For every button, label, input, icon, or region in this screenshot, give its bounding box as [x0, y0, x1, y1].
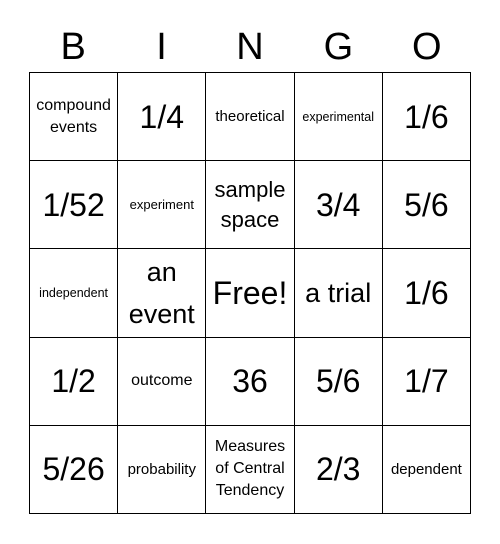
cell-text: an event — [128, 256, 195, 329]
bingo-grid — [29, 72, 471, 514]
cell-text: 5/26 — [42, 451, 105, 488]
bingo-cell-r5-c5[interactable] — [383, 426, 471, 514]
bingo-cell-r2-c3[interactable] — [206, 161, 294, 249]
cell-text: Measures of Central Tendency — [214, 438, 286, 500]
bingo-cell-r4-c1[interactable] — [30, 338, 118, 426]
cell-text: 3/4 — [315, 186, 361, 223]
bingo-cell-r2-c2[interactable] — [118, 161, 206, 249]
bingo-cell-r3-c4[interactable] — [295, 249, 383, 337]
cell-text: 1/6 — [404, 98, 449, 135]
cell-text: 1/7 — [404, 363, 449, 400]
bingo-cell-r4-c3[interactable] — [206, 338, 294, 426]
cell-text: 5/6 — [404, 186, 449, 223]
cell-text: 2/3 — [315, 451, 361, 488]
header-letter-n: N — [236, 26, 264, 68]
cell-text: 1/6 — [404, 274, 449, 311]
bingo-header — [29, 22, 471, 72]
bingo-cell-r4-c2[interactable] — [118, 338, 206, 426]
bingo-cell-r1-c5[interactable] — [383, 73, 471, 161]
bingo-cell-r1-c3[interactable] — [206, 73, 294, 161]
bingo-cell-r1-c2[interactable] — [118, 73, 206, 161]
bingo-cell-r4-c5[interactable] — [383, 338, 471, 426]
cell-text: 5/6 — [315, 363, 361, 400]
bingo-cell-r1-c1[interactable] — [30, 73, 118, 161]
cell-text: experimental — [302, 109, 374, 124]
bingo-cell-r5-c3[interactable] — [206, 426, 294, 514]
header-letter-g: G — [323, 26, 354, 68]
cell-text: experiment — [129, 196, 194, 212]
bingo-cell-r1-c4[interactable] — [295, 73, 383, 161]
cell-text: 1/2 — [51, 363, 96, 400]
bingo-cell-r3-c1[interactable] — [30, 249, 118, 337]
bingo-cell-r3-c5[interactable] — [383, 249, 471, 337]
cell-text: 1/4 — [139, 98, 185, 135]
cell-text: sample space — [214, 176, 286, 232]
cell-text: dependent — [390, 460, 462, 478]
cell-text: theoretical — [215, 108, 285, 126]
bingo-cell-r3-c3[interactable] — [206, 249, 294, 337]
header-letter-o: O — [411, 26, 442, 68]
cell-text: probability — [127, 460, 196, 478]
header-letter-i: I — [156, 26, 167, 68]
bingo-cell-r5-c1[interactable] — [30, 426, 118, 514]
cell-text: 1/52 — [42, 186, 105, 223]
cell-text: 36 — [232, 363, 268, 400]
bingo-cell-r3-c2[interactable] — [118, 249, 206, 337]
cell-text: independent — [39, 285, 108, 300]
bingo-cell-r4-c4[interactable] — [295, 338, 383, 426]
cell-text: compound events — [36, 96, 111, 136]
bingo-cell-r2-c4[interactable] — [295, 161, 383, 249]
header-letter-b: B — [60, 26, 86, 68]
bingo-cell-r2-c5[interactable] — [383, 161, 471, 249]
bingo-cell-r2-c1[interactable] — [30, 161, 118, 249]
cell-text: outcome — [131, 372, 193, 390]
free-space: Free! — [212, 274, 288, 311]
cell-text: a trial — [305, 277, 372, 308]
bingo-cell-r5-c4[interactable] — [295, 426, 383, 514]
bingo-cell-r5-c2[interactable] — [118, 426, 206, 514]
